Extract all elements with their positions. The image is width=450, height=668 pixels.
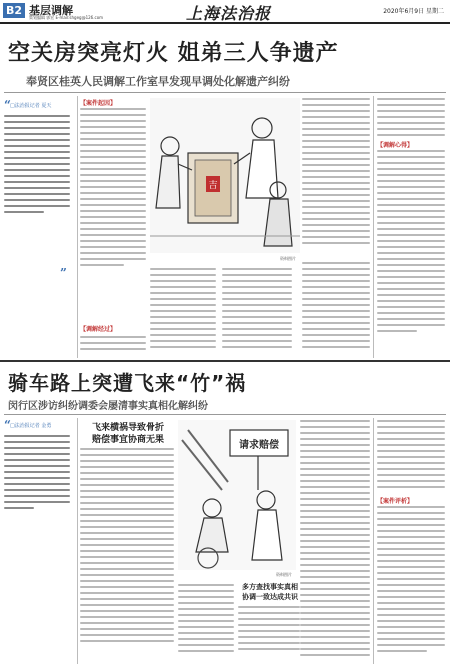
svg-text:吉: 吉 (208, 181, 218, 191)
article2-inner-heading-2: 协调一致达成共识 (242, 593, 298, 601)
svg-text:请求赔偿: 请求赔偿 (239, 440, 279, 451)
article-separator (0, 360, 450, 362)
quote-mark-icon: “ (4, 418, 11, 432)
column-divider (77, 96, 78, 358)
family-dispute-illustration (150, 98, 300, 253)
article1-subheadline: 奉贤区桂英人民调解工作室早发现早调处化解遗产纠纷 (26, 75, 290, 88)
quote-mark-icon: “ (4, 98, 11, 112)
article2-reporter: □法治报记者 金勇 (10, 423, 52, 429)
page-header (0, 0, 450, 24)
article2-inner-heading: 多方查找事实真相 (242, 583, 298, 591)
article1-reporter: □法治报记者 夏天 (10, 103, 52, 109)
article1-photo-credit: 资料图片 (280, 256, 296, 261)
article1-headline: 空关房突亮灯火 姐弟三人争遗产 (8, 41, 339, 66)
section-title: 基层调解 (29, 4, 73, 17)
tag-comment: 【调解心得】 (377, 142, 414, 149)
article2-illustration (178, 420, 296, 570)
editor-credit: 策划编辑 郭宏 E-mail:shgeg@126.com (29, 15, 104, 20)
article1-lead (4, 98, 74, 278)
article2-side-heading-2: 赔偿事宜协商无果 (91, 435, 164, 445)
divider (4, 92, 446, 93)
article2-photo-credit: 资料图片 (276, 572, 292, 577)
tag-case: 【案件起因】 (80, 100, 117, 107)
article2-headline: 骑车路上突遭飞来“竹”祸 (8, 371, 247, 395)
article2-side-heading-1: 飞来横祸导致骨折 (91, 423, 164, 433)
quote-mark-close-icon: ” (60, 266, 67, 280)
article1-illustration (150, 98, 300, 253)
article2-subheadline: 闵行区涉访纠纷调委会屡清事实真相化解纠纷 (8, 401, 208, 412)
bamboo-accident-illustration (178, 420, 296, 570)
tag-analysis: 【案件评析】 (377, 498, 414, 505)
article2-lead (4, 418, 74, 538)
issue-date: 2020年6月9日 星期二 (383, 8, 444, 15)
tag-mediation: 【调解经过】 (80, 326, 117, 333)
page-number-badge: B2 (3, 3, 25, 18)
newspaper-logo: 上海法治报 (186, 4, 272, 23)
